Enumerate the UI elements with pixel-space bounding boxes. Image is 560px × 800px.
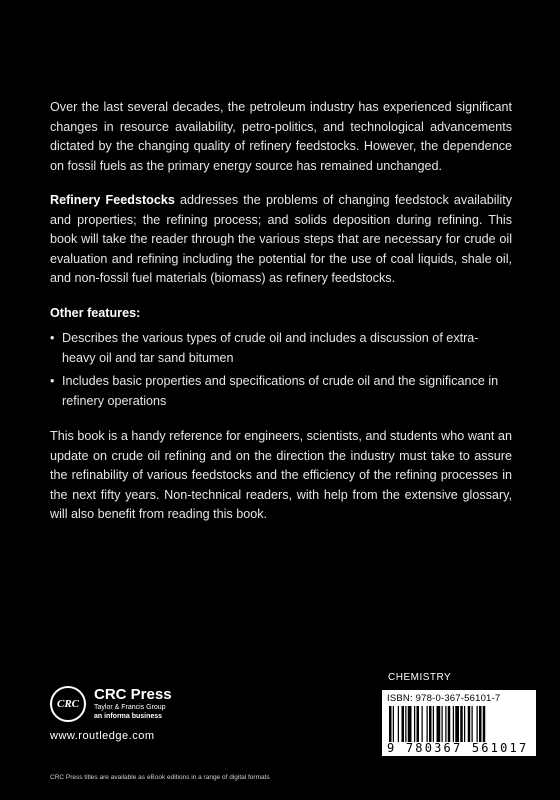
book-title-inline: Refinery Feedstocks xyxy=(50,193,175,207)
back-cover-blurb xyxy=(50,98,512,540)
barcode-stripe xyxy=(389,706,392,742)
publisher-name: CRC Press xyxy=(94,686,172,703)
description-paragraph xyxy=(50,191,512,289)
publisher-text xyxy=(94,687,172,721)
intro-paragraph: Over the last several decades, the petroleum industry has experienced significant changes in resource availability, petro-politics, and technological advancements dictated by the changing quality of refinery feedstocks. However, the dependence on fossil fuels as the primary energy source has remained unchanged. xyxy=(50,100,512,173)
isbn-number: ISBN: 978-0-367-56101-7 xyxy=(387,693,501,704)
feature-item: • Includes basic properties and specifications of crude oil and the significance in refinery operations xyxy=(50,372,512,411)
isbn-barcode xyxy=(382,690,536,756)
feature-item: • Describes the various types of crude oil and includes a discussion of extra-heavy oil and tar sand bitumen xyxy=(50,329,512,368)
description-text: addresses the problems of changing feedstock availability and properties; the refining process; and solids deposition during refining. This book will take the reader through the various steps that are necessary for crude oil evaluation and refining including the potential for the use of coal liquids, shale oil, and non-fossil fuel materials (biomass) as refinery feedstocks. xyxy=(50,193,512,285)
barcode-stripe xyxy=(398,706,399,742)
barcode-stripe xyxy=(408,706,412,742)
barcode-stripe xyxy=(417,706,420,742)
barcode-stripe xyxy=(422,706,423,742)
barcode-stripe xyxy=(448,706,451,742)
barcode-stripe xyxy=(393,706,394,742)
barcode-stripe xyxy=(402,706,405,742)
barcode-bars xyxy=(387,706,529,742)
publisher-website: www.routledge.com xyxy=(50,730,155,742)
barcode-digits: 9 780367 561017 xyxy=(387,741,529,755)
barcode-stripe xyxy=(468,706,471,742)
ebook-footnote: CRC Press titles are available as eBook editions in a range of digital formats xyxy=(50,774,270,781)
publisher-group: Taylor & Francis Group xyxy=(94,704,166,711)
barcode-stripe xyxy=(414,706,415,742)
subject-category: CHEMISTRY xyxy=(388,672,452,683)
publisher-block xyxy=(50,686,172,742)
barcode-stripe xyxy=(405,706,406,742)
barcode-stripe xyxy=(472,706,473,742)
barcode-stripe xyxy=(479,706,482,742)
barcode-stripe xyxy=(429,706,432,742)
barcode-stripe xyxy=(483,706,486,742)
features-heading: Other features: xyxy=(50,305,141,320)
crc-logo-icon: CRC xyxy=(50,686,86,722)
barcode-stripe xyxy=(437,706,441,742)
barcode-stripe xyxy=(455,706,459,742)
barcode-stripe xyxy=(433,706,434,742)
barcode-stripe xyxy=(442,706,443,742)
features-list xyxy=(50,329,512,411)
barcode-stripe xyxy=(464,706,465,742)
barcode-stripe xyxy=(453,706,454,742)
barcode-stripe xyxy=(427,706,428,742)
audience-paragraph: This book is a handy reference for engineers, scientists, and students who want an update on crude oil refining and on the direction the industry must take to assure the refinability of various feedstocks and the efficiency of the refining processes in the next fifty years. Non-technical readers, with help from the extensive glossary, will also benefit from reading this book. xyxy=(50,429,512,521)
publisher-tagline: an informa business xyxy=(94,713,163,720)
barcode-stripe xyxy=(445,706,446,742)
barcode-stripe xyxy=(460,706,463,742)
publisher-logo xyxy=(50,686,172,722)
barcode-stripe xyxy=(477,706,478,742)
